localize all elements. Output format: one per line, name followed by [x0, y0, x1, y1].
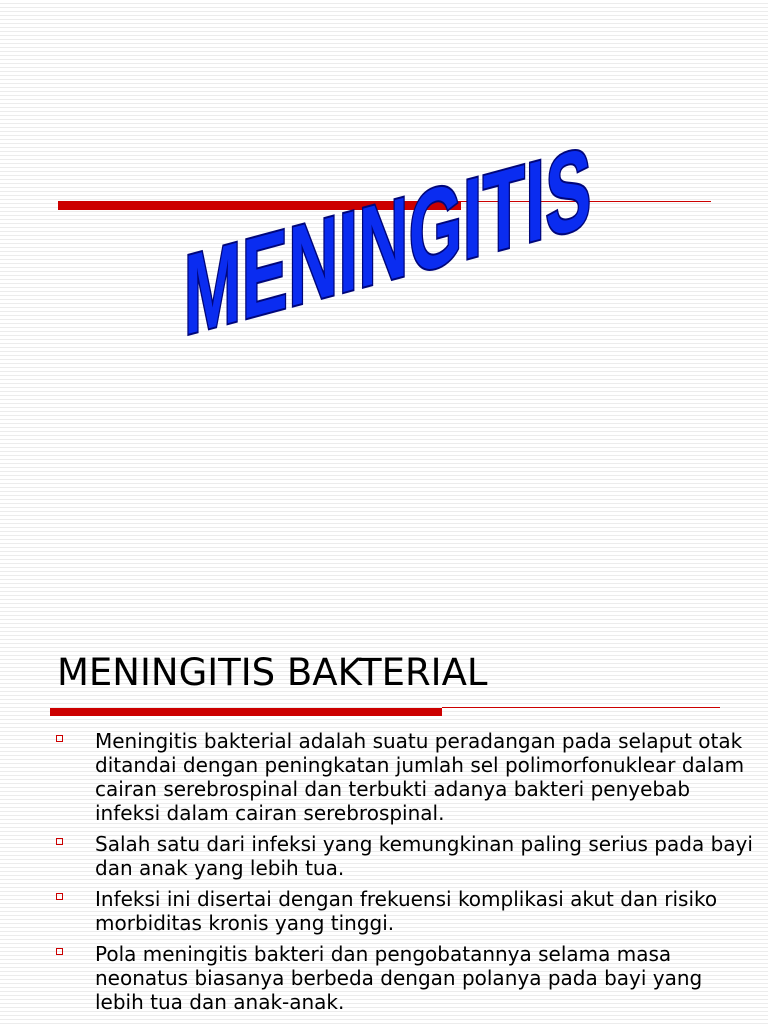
bullet-item	[55, 942, 755, 1014]
bullet-list	[55, 729, 755, 1021]
divider-thin-segment	[442, 707, 720, 708]
wordart-title-text: MENINGITIS	[184, 99, 684, 360]
divider-thick-segment	[50, 708, 442, 716]
square-bullet-icon	[56, 893, 63, 900]
bullet-text: Pola meningitis bakteri dan pengobatannya selama masa neonatus biasanya berbeda dengan polanya pada bayi yang lebih tua dan anak-anak.	[95, 942, 703, 1014]
bullet-text: Infeksi ini disertai dengan frekuensi komplikasi akut dan risiko morbiditas kronis yang tinggi.	[95, 887, 718, 935]
square-bullet-icon	[56, 948, 63, 955]
square-bullet-icon	[56, 838, 63, 845]
slide-title: MENINGITIS BAKTERIAL	[57, 651, 488, 694]
bullet-text: Salah satu dari infeksi yang kemungkinan paling serius pada bayi dan anak yang lebih tua.	[95, 832, 753, 880]
wordart-svg	[170, 99, 684, 365]
bullet-item	[55, 887, 755, 935]
bullet-item	[55, 729, 755, 825]
square-bullet-icon	[56, 735, 63, 742]
bullet-text: Meningitis bakterial adalah suatu peradangan pada selaput otak ditandai dengan peningkatan jumlah sel polimorfonuklear dalam cairan serebrospinal dan terbukti adanya bakteri penyebab infeksi dalam cairan serebrospinal.	[95, 729, 745, 825]
bullet-item	[55, 832, 755, 880]
content-slide-divider	[50, 706, 720, 718]
wordart-title	[170, 99, 684, 365]
